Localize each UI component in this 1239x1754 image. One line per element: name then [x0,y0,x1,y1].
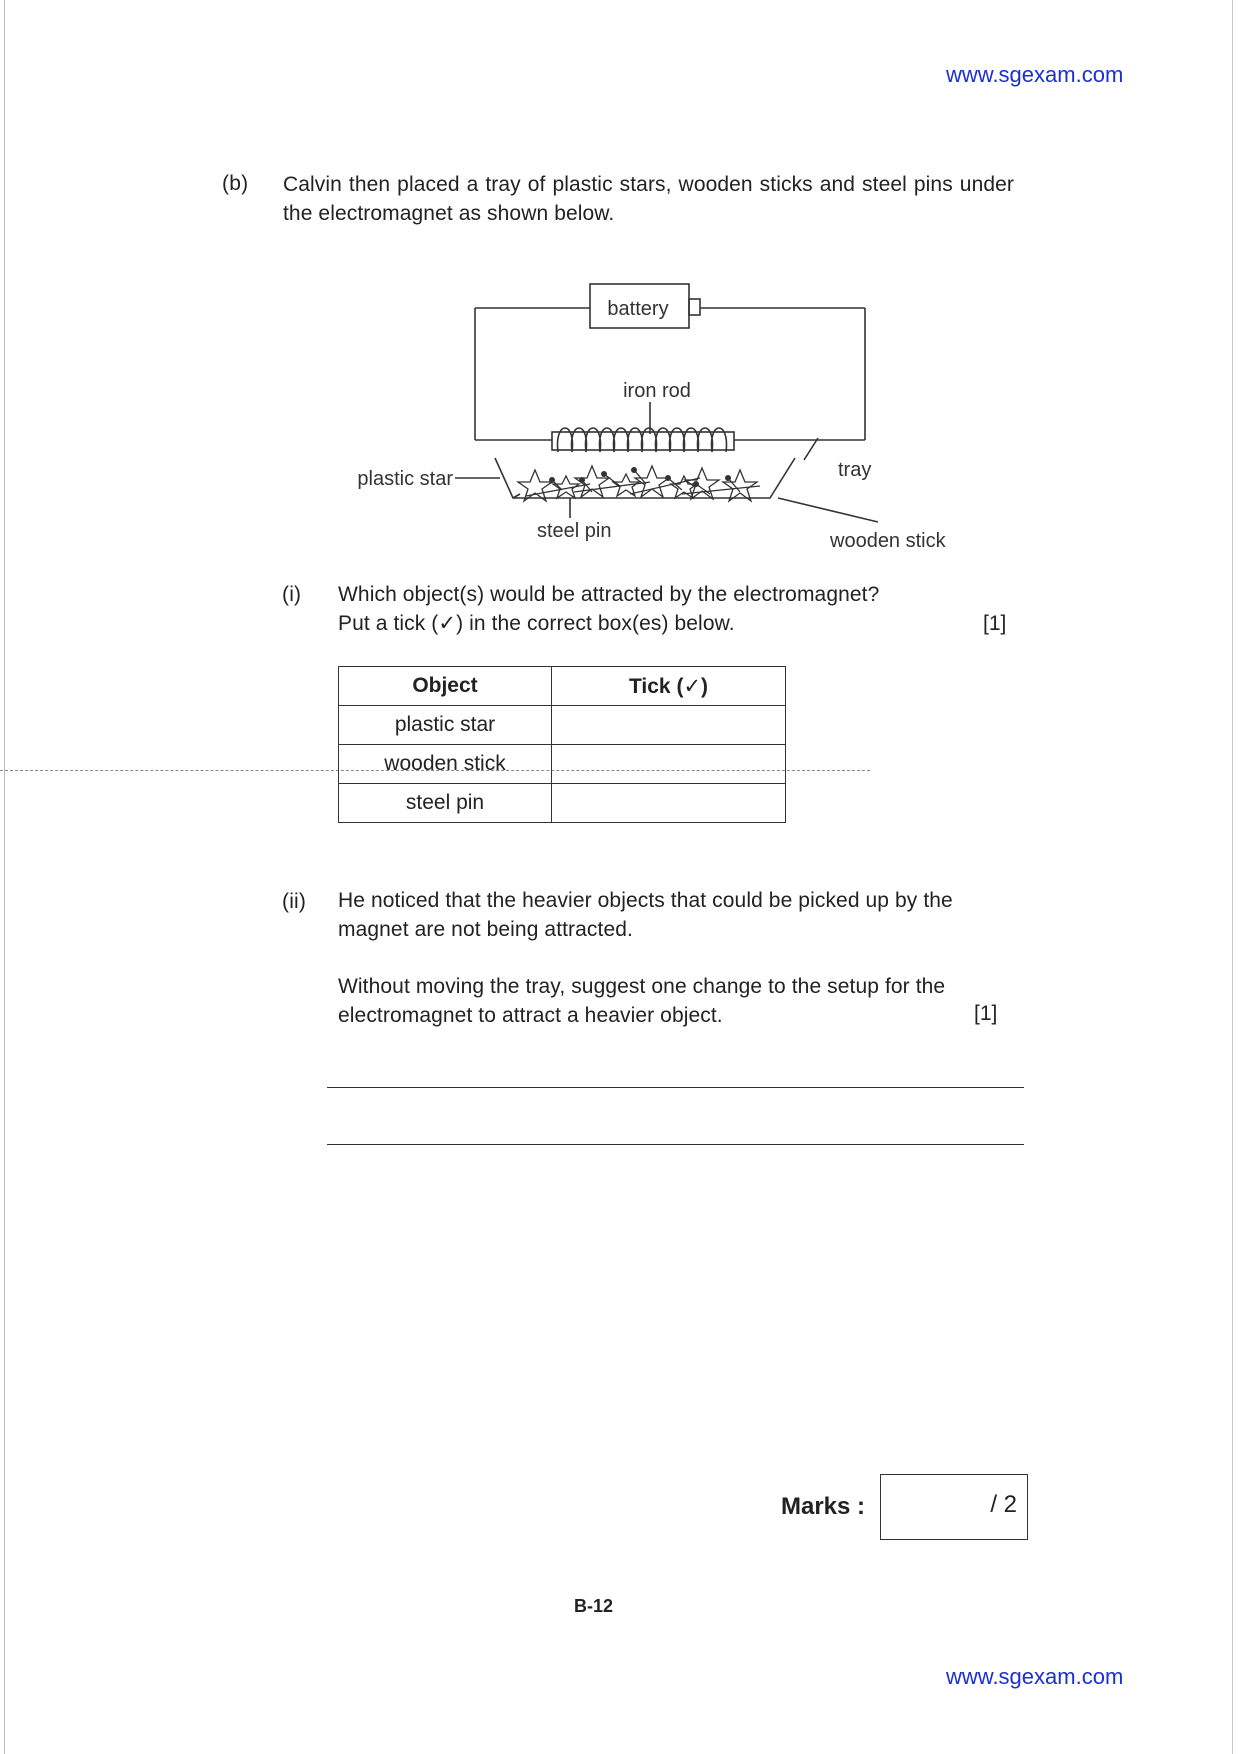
tray-pointer [804,438,818,460]
tray-label: tray [838,459,872,481]
table-row [339,745,786,784]
plastic-star [518,470,552,501]
table-cell-object: wooden stick [339,745,552,784]
part-i-marks: [1] [983,612,1007,635]
table-row [339,706,786,745]
table-header-row [339,667,786,706]
part-ii-text [338,886,994,1030]
tick-box-plastic-star[interactable] [552,706,786,745]
question-b-text [283,170,1014,228]
tick-box-wooden-stick[interactable] [552,745,786,784]
electromagnet-diagram [330,270,1010,560]
watermark-top[interactable]: www.sgexam.com [946,62,1124,87]
table-header-object: Object [339,667,552,706]
part-i-line-2: Put a tick (✓) in the correct box(es) below. [338,612,735,635]
question-b-label: (b) [222,172,249,195]
part-ii-paragraph-2: Without moving the tray, suggest one change to the setup for the electromagnet to attract a heavier object. [338,975,946,1027]
table-cell-object: steel pin [339,784,552,823]
table-row [339,784,786,823]
plastic-star [723,470,757,501]
part-ii-paragraph-1: He noticed that the heavier objects that could be picked up by the magnet are not being attracted. [338,889,953,941]
answer-table [338,666,786,823]
tick-box-steel-pin[interactable] [552,784,786,823]
part-i-line-1: Which object(s) would be attracted by the electromagnet? [338,583,880,606]
tray-contents [518,466,760,501]
marks-box [880,1474,1028,1540]
battery-label: battery [607,298,669,320]
plastic-star-label: plastic star [357,468,453,490]
steel-pin-label: steel pin [537,520,612,542]
table-header-tick: Tick (✓) [552,667,786,706]
table-cell-object: plastic star [339,706,552,745]
wooden-stick-label: wooden stick [830,530,946,552]
answer-line-1[interactable] [327,1087,1024,1088]
marks-value: / 2 [990,1491,1017,1518]
part-ii-label: (ii) [282,890,307,913]
wooden-stick-pointer [778,498,878,522]
watermark-bottom[interactable]: www.sgexam.com [946,1664,1124,1689]
part-i-label: (i) [282,583,302,606]
question-b-paragraph: Calvin then placed a tray of plastic stars, wooden sticks and steel pins under the electromagnet as shown below. [283,173,1014,225]
page-edge-left [4,0,5,1754]
battery-terminal [689,299,700,315]
part-ii-marks: [1] [974,1002,998,1025]
iron-rod-label: iron rod [623,380,691,402]
answer-line-2[interactable] [327,1144,1024,1145]
part-i-text [338,580,1018,638]
page-edge-right [1232,0,1233,1754]
page-number: B-12 [574,1596,614,1616]
marks-label: Marks : [781,1493,866,1520]
